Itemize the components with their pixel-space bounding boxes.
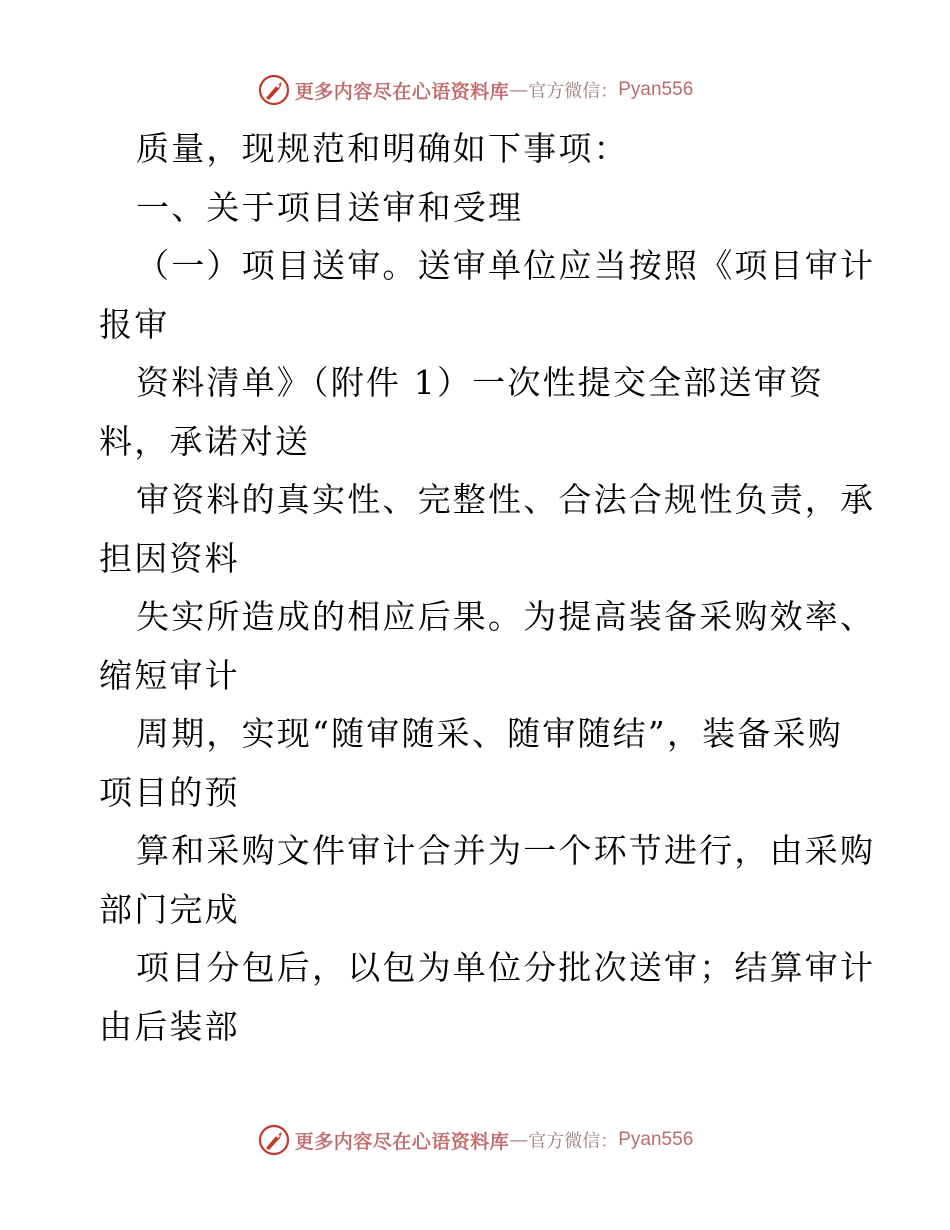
section-heading: 一、关于项目送审和受理: [136, 187, 524, 227]
watermark-dash: —: [509, 1129, 529, 1151]
body-line: 报审: [99, 304, 170, 344]
footer-watermark-banner: [0, 1120, 950, 1160]
pen-nib-logo-icon: [257, 73, 291, 107]
body-line: 料，承诺对送: [99, 421, 311, 461]
body-line: 担因资料: [99, 538, 240, 578]
body-line: 部门完成: [99, 889, 240, 929]
body-line: 缩短审计: [99, 655, 240, 695]
body-line: （一）项目送审。送审单位应当按照《项目审计: [136, 246, 876, 285]
body-line: 由后装部: [99, 1006, 240, 1046]
watermark-wechat-label: 官方微信：: [528, 81, 619, 102]
watermark-brand-text: 更多内容尽在心语资料库: [294, 1130, 510, 1153]
header-watermark-banner: [0, 70, 950, 110]
watermark-dash: —: [509, 79, 529, 101]
body-line: 失实所造成的相应后果。为提高装备采购效率、: [136, 597, 876, 636]
watermark-wechat-label: 官方微信：: [528, 1131, 619, 1152]
document-body: [99, 120, 876, 1056]
watermark-brand-text: 更多内容尽在心语资料库: [294, 80, 510, 103]
body-line: 项目分包后，以包为单位分批次送审；结算审计: [136, 948, 876, 987]
body-line: 质量，现规范和明确如下事项：: [136, 129, 629, 168]
body-line: 周期，实现“随审随采、随审随结”，装备采购: [136, 714, 843, 753]
body-line: 算和采购文件审计合并为一个环节进行，由采购: [136, 831, 876, 870]
watermark-wechat-id: Pyan556: [618, 79, 694, 100]
body-line: 项目的预: [99, 772, 240, 812]
watermark-wechat-id: Pyan556: [618, 1129, 694, 1150]
pen-nib-logo-icon: [257, 1123, 291, 1157]
body-line: 审资料的真实性、完整性、合法合规性负责，承: [136, 480, 876, 519]
body-line: 资料清单》（附件 1）一次性提交全部送审资: [136, 363, 825, 402]
